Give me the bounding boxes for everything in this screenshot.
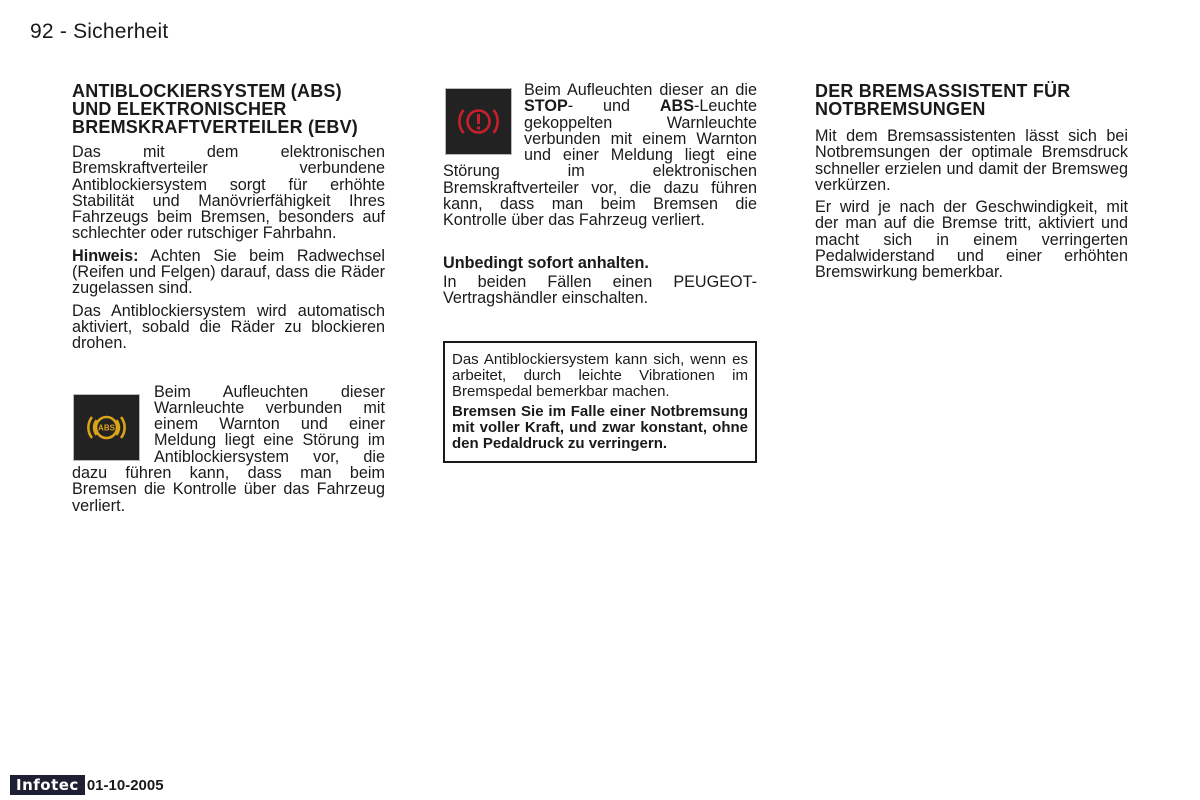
notice-emergency-braking: Bremsen Sie im Falle einer Notbremsung mit voller Kraft, und zwar konstant, ohne den Pedaldruck zu verringern. bbox=[452, 402, 748, 452]
abs-label: ABS bbox=[659, 97, 694, 116]
infotec-logo: Infotec bbox=[10, 775, 85, 795]
page-number: 92 bbox=[30, 20, 54, 43]
abs-heading: ANTIBLOCKIERSYSTEM (ABS) UND ELEKTRONISCHER BREMSKRAFTVERTEILER (EBV) bbox=[72, 81, 359, 137]
section-title: Sicherheit bbox=[73, 20, 169, 43]
abs-warning-light-icon bbox=[73, 394, 140, 461]
brake-assist-paragraph-1: Mit dem Bremsassistenten lässt sich bei Notbremsungen der optimale Bremsdruck schneller erzielen und damit der Bremsweg verkürzen. bbox=[815, 127, 1128, 194]
abs-warning-paragraph: Beim Aufleuchten dieser Warnleuchte verbunden mit einem Warnton und einer Meldung liegt eine Störung im Antiblockiersystem vor, die dazu führen kann, dass man beim Bremsen die Kontrolle über das Fahrzeug verliert. bbox=[72, 382, 385, 515]
footer-date: 01-10-2005 bbox=[86, 776, 164, 794]
column-ebv-warning bbox=[443, 82, 757, 463]
abs-activation-paragraph: Das Antiblockiersystem wird automatisch aktiviert, sobald die Räder zu blockieren drohen. bbox=[72, 301, 385, 353]
column-brake-assist bbox=[815, 82, 1128, 287]
dealer-instruction: In beiden Fällen einen PEUGEOT-Vertragshändler einschalten. bbox=[443, 272, 757, 308]
brake-warning-light-icon bbox=[445, 88, 512, 155]
abs-icon-label: ABS bbox=[98, 423, 115, 433]
abs-intro-paragraph: Das mit dem elektronischen Bremskraftverteiler verbundene Antiblockiersystem sorgt für erhöhte Stabilität und Manövrierfähigkeit Ihres Fahrzeugs beim Bremsen, besonders auf schlechter oder rutschiger Fahrbahn. bbox=[72, 143, 385, 243]
stop-label: STOP bbox=[524, 97, 568, 116]
note-label: Hinweis: bbox=[72, 246, 139, 265]
brake-assist-heading: DER BREMSASSISTENT FÜR NOTBREMSUNGEN bbox=[815, 81, 1071, 119]
abs-notice-box bbox=[443, 341, 757, 463]
notice-vibration-text: Das Antiblockiersystem kann sich, wenn es arbeitet, durch leichte Vibrationen im Bremspedal bemerkbar machen. bbox=[452, 350, 748, 400]
wheel-change-note bbox=[72, 248, 385, 297]
ebv-warning-paragraph: Beim Aufleuchten dieser an die STOP- und ABS-Leuchte gekoppelten Warnleuchte verbunden mit einem Warnton und einer Meldung liegt eine Störung im elektronischen Bremskraftverteiler vor, die dazu führen kann, dass man beim Bremsen die Kontrolle über das Fahrzeug verliert. bbox=[443, 81, 757, 230]
brake-assist-paragraph-2: Er wird je nach der Geschwindigkeit, mit der man auf die Bremse tritt, aktiviert und macht sich in einem verringerten Pedalwiderstand und einer erhöhten Bremswirkung bemerkbar. bbox=[815, 198, 1128, 282]
footer bbox=[10, 775, 164, 795]
header-separator: - bbox=[59, 20, 68, 43]
note-text: Achten Sie beim Radwechsel (Reifen und Felgen) darauf, dass die Räder zugelassen sind. bbox=[72, 246, 385, 298]
column-abs bbox=[72, 82, 385, 520]
stop-immediately: Unbedingt sofort anhalten. bbox=[443, 253, 649, 272]
page-header bbox=[30, 20, 168, 44]
